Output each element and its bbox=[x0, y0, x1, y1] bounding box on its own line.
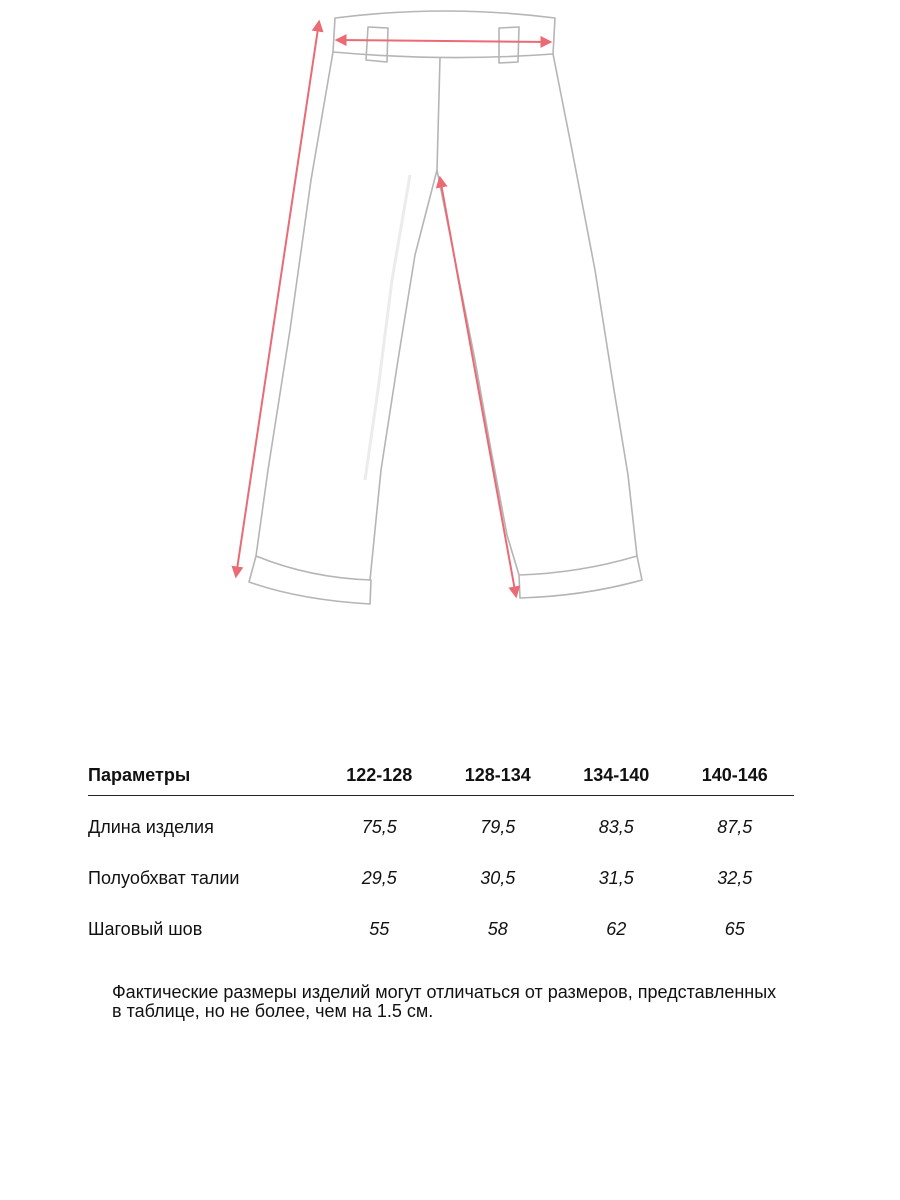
size-disclaimer-line: в таблице, но не более, чем на 1.5 см. bbox=[112, 1001, 434, 1021]
size-disclaimer bbox=[112, 983, 812, 1021]
table-row bbox=[88, 796, 794, 854]
belt-loop-left bbox=[366, 27, 388, 62]
product-length-arrow bbox=[236, 22, 319, 576]
header-size: 134-140 bbox=[557, 755, 676, 796]
header-size: 122-128 bbox=[320, 755, 439, 796]
table-cell: 87,5 bbox=[717, 817, 753, 837]
table-cell: 65 bbox=[724, 919, 745, 939]
row-label-waist: Полуобхват талии bbox=[88, 868, 240, 888]
left-cuff bbox=[249, 556, 371, 604]
belt-loop-right bbox=[499, 27, 519, 63]
table-row bbox=[88, 904, 794, 955]
table-cell: 79,5 bbox=[480, 817, 516, 837]
table-row bbox=[88, 853, 794, 904]
row-label-length: Длина изделия bbox=[88, 817, 214, 837]
table-cell: 75,5 bbox=[361, 817, 397, 837]
right-leg-outer bbox=[553, 54, 637, 556]
table-cell: 62 bbox=[606, 919, 627, 939]
header-size: 128-134 bbox=[439, 755, 558, 796]
table-cell: 29,5 bbox=[361, 868, 397, 888]
fly-seam bbox=[437, 58, 440, 170]
inseam-arrow bbox=[440, 178, 516, 596]
table-cell: 32,5 bbox=[717, 868, 753, 888]
table-cell: 83,5 bbox=[598, 817, 634, 837]
row-label-inseam: Шаговый шов bbox=[88, 919, 203, 939]
header-parameters: Параметры bbox=[88, 755, 320, 796]
header-size: 140-146 bbox=[676, 755, 795, 796]
table-cell: 58 bbox=[487, 919, 508, 939]
size-disclaimer-line: Фактические размеры изделий могут отличаться от размеров, представленных bbox=[112, 982, 777, 1002]
table-cell: 30,5 bbox=[480, 868, 516, 888]
table-header-row bbox=[88, 755, 794, 796]
size-table bbox=[88, 755, 794, 955]
right-cuff bbox=[519, 556, 642, 598]
left-leg-outer bbox=[256, 52, 333, 556]
table-cell: 31,5 bbox=[598, 868, 634, 888]
table-cell: 55 bbox=[369, 919, 390, 939]
